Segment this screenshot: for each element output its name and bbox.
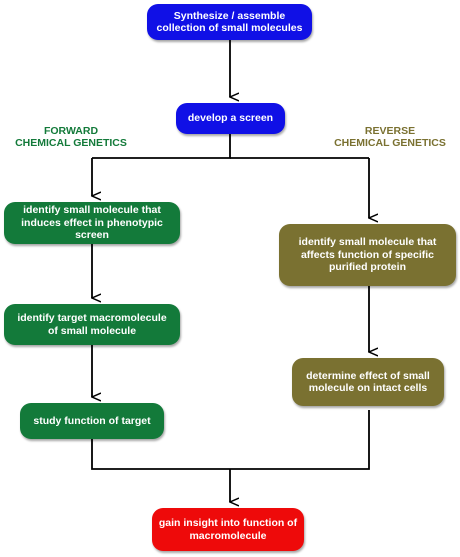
outcome-gain-insight-box: gain insight into function of macromolecule xyxy=(152,508,304,551)
develop-screen-box: develop a screen xyxy=(176,103,285,134)
reverse-chemical-genetics-heading: REVERSE CHEMICAL GENETICS xyxy=(334,125,446,149)
forward-step-study-function: study function of target xyxy=(20,403,164,439)
forward-step-identify-molecule: identify small molecule that induces effect in phenotypic screen xyxy=(4,202,180,244)
synthesize-step-box: Synthesize / assemble collection of small molecules xyxy=(147,4,312,40)
reverse-step-determine-effect: determine effect of small molecule on intact cells xyxy=(292,358,444,406)
reverse-step-identify-molecule: identify small molecule that affects function of specific purified protein xyxy=(279,224,456,286)
forward-chemical-genetics-heading: FORWARD CHEMICAL GENETICS xyxy=(15,125,127,149)
forward-step-identify-target: identify target macromolecule of small molecule xyxy=(4,304,180,345)
